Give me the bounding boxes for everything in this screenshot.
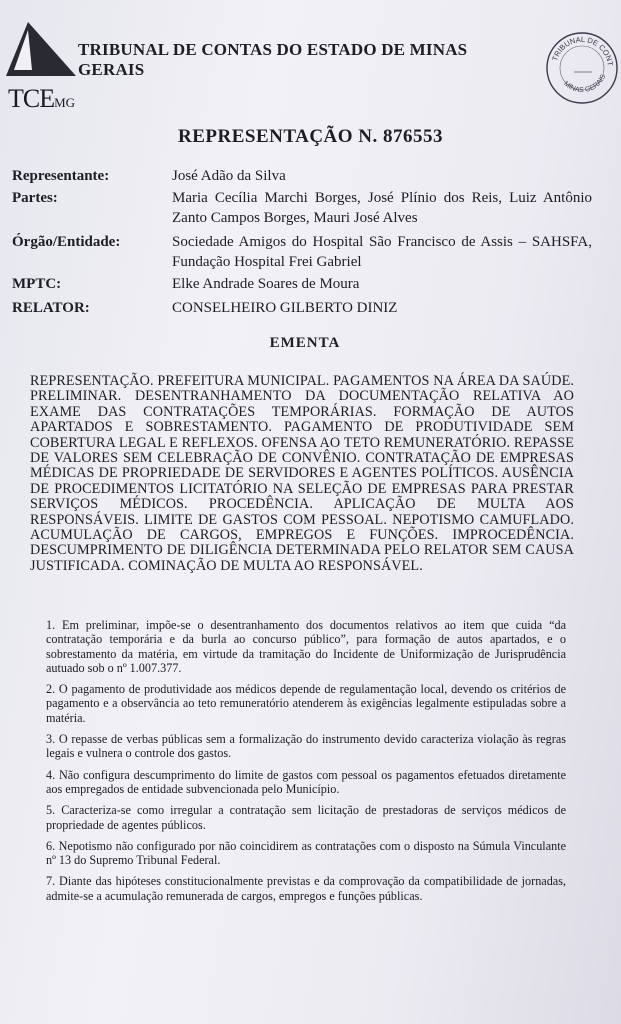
seal-stamp-icon <box>544 30 620 106</box>
meta-label: MPTC: <box>12 276 62 292</box>
meta-row-relator <box>12 298 592 318</box>
meta-value: Sociedade Amigos do Hospital São Francisco de Assis – SAHSFA, Fundação Hospital Frei Gabriel <box>172 234 592 270</box>
ementa-items <box>46 618 566 910</box>
organization-title: TRIBUNAL DE CONTAS DO ESTADO DE MINAS GERAIS <box>78 40 468 79</box>
ementa-heading: EMENTA <box>269 335 341 351</box>
meta-value: CONSELHEIRO GILBERTO DINIZ <box>172 300 398 316</box>
meta-row-partes <box>12 188 592 228</box>
ementa-item: 2. O pagamento de produtividade aos médicos depende de regulamentação local, devendo os critérios de pagamento e a observância ao teto remuneratório atenderem às exigências legalmente estipuladas sobre a matéria. <box>46 682 566 725</box>
meta-label: Órgão/Entidade: <box>12 234 121 250</box>
document-title: REPRESENTAÇÃO N. 876553 <box>177 126 444 147</box>
logo-text <box>8 84 75 114</box>
ementa-item: 6. Nepotismo não configurado por não coincidirem as contratações com o disposto na Súmula Vinculante nº 13 do Supremo Tribunal Federal. <box>46 838 566 868</box>
meta-value: Elke Andrade Soares de Moura <box>172 276 360 292</box>
logo-sub-text: MG <box>54 95 76 110</box>
meta-value: José Adão da Silva <box>172 168 286 184</box>
meta-row-mptc <box>12 274 592 294</box>
meta-label: RELATOR: <box>12 300 90 316</box>
tribunal-seal <box>544 30 620 106</box>
meta-label: Partes: <box>12 190 58 206</box>
seal-bottom-text: MINAS GERAIS <box>562 73 608 95</box>
tce-logo <box>2 18 80 113</box>
meta-row-orgao <box>12 232 592 272</box>
ementa-item: 5. Caracteriza-se como irregular a contratação sem licitação de prestadoras de serviços médicos de propriedade de agentes públicos. <box>46 803 566 832</box>
meta-label: Representante: <box>12 168 110 184</box>
ementa-summary: REPRESENTAÇÃO. PREFEITURA MUNICIPAL. PAGAMENTOS NA ÁREA DA SAÚDE. PRELIMINAR. DESENTRANHAMENTO DA DOCUMENTAÇÃO RELATIVA AO EXAME DAS CONTRATAÇÕES TEMPORÁRIAS. FORMAÇÃO DE AUTOS APARTADOS E SOBRESTAMENTO. PAGAMENTO DE PRODUTIVIDADE SEM COBERTURA LEGAL E REFLEXOS. OFENSA AO TETO REMUNERATÓRIO. REPASSE DE VALORES SEM CELEBRAÇÃO DE CONVÊNIO. CONTRATAÇÃO DE EMPRESAS MÉDICAS DE PROPRIEDADE DE SERVIDORES E AGENTES POLÍTICOS. AUSÊNCIA DE PROCEDIMENTOS LICITATÓRIO NA SELEÇÃO DE EMPRESAS PARA PRESTAR SERVIÇOS MÉDICOS. PROCEDÊNCIA. APLICAÇÃO DE MULTA AOS RESPONSÁVEIS. LIMITE DE GASTOS COM PESSOAL. NEPOTISMO CAMUFLADO. ACUMULAÇÃO DE CARGOS, EMPREGOS E FUNÇÕES. IMPROCEDÊNCIA. DESCUMPRIMENTO DE DILIGÊNCIA DETERMINADA PELO RELATOR SEM CAUSA JUSTIFICADA. COMINAÇÃO DE MULTA AO RESPONSÁVEL. <box>30 373 574 574</box>
seal-top-text: TRIBUNAL DE CONT <box>550 34 615 67</box>
ementa-item: 7. Diante das hipóteses constitucionalmente previstas e da comprovação da compatibilidade de jornadas, admite-se a acumulação remunerada de cargos, empregos e funções públicas. <box>46 874 566 903</box>
ementa-item: 4. Não configura descumprimento do limite de gastos com pessoal os pagamentos efetuados diretamente aos empregados de entidade subvencionada pelo Município. <box>46 767 566 796</box>
ementa-item: 1. Em preliminar, impõe-se o desentranhamento dos documentos relativos ao item que cuida “da contratação temporária e da burla ao concurso público”, para formação de autos apartados, e o sobrestamento da matéria, em virtude da tramitação do Incidente de Uniformização de Jurisprudência autuado sob o nº 1.007.377. <box>46 618 566 675</box>
logo-main-text: TCE <box>8 84 55 113</box>
ementa-item: 3. O repasse de verbas públicas sem a formalização do instrumento devido caracteriza violação às regras legais e vulnera o controle dos gastos. <box>46 732 566 761</box>
meta-value: Maria Cecília Marchi Borges, José Plínio dos Reis, Luiz Antônio Zanto Campos Borges, Mauri José Alves <box>172 190 592 226</box>
case-metadata <box>12 166 592 320</box>
meta-row-representante <box>12 166 592 186</box>
triangle-logo-icon <box>2 18 80 88</box>
